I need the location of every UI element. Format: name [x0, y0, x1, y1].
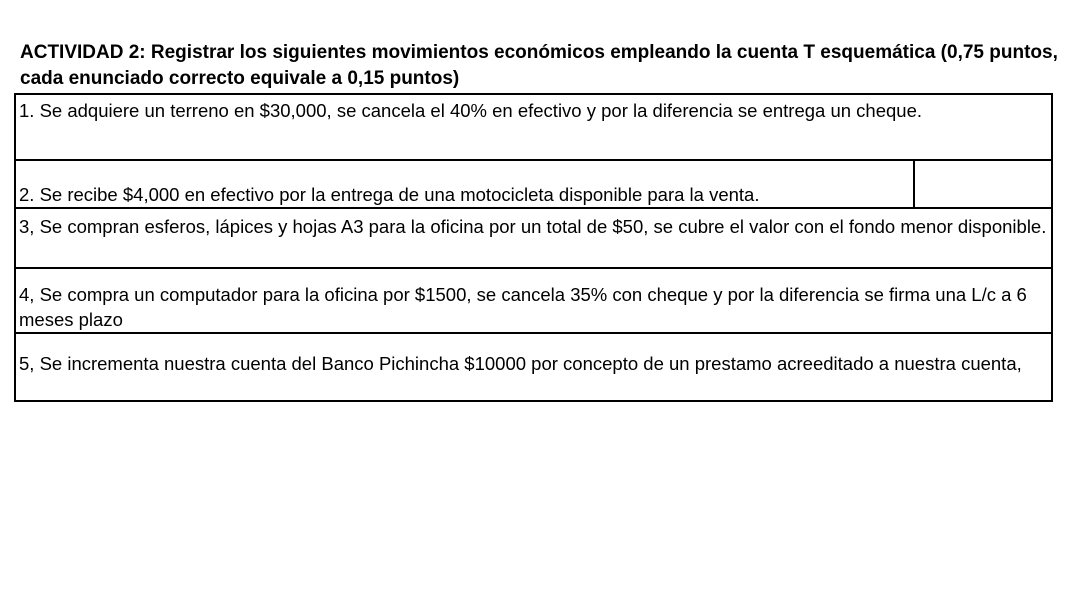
statements-table [14, 93, 1053, 402]
empty-cell [913, 161, 1051, 207]
statement-row: 1. Se adquiere un terreno en $30,000, se cancela el 40% en efectivo y por la diferencia se entrega un cheque. [16, 95, 1051, 161]
statement-row: 4, Se compra un computador para la oficina por $1500, se cancela 35% con cheque y por la diferencia se firma una L/c a 6 meses plazo [16, 269, 1051, 334]
statement-row: 3, Se compran esferos, lápices y hojas A3 para la oficina por un total de $50, se cubre el valor con el fondo menor disponible. [16, 209, 1051, 269]
statement-row [16, 161, 1051, 209]
statement-text: 2. Se recibe $4,000 en efectivo por la entrega de una motocicleta disponible para la venta. [19, 184, 760, 205]
statement-row: 5, Se incrementa nuestra cuenta del Banco Pichincha $10000 por concepto de un prestamo acreeditado a nuestra cuenta, [16, 334, 1051, 402]
activity-title: ACTIVIDAD 2: Registrar los siguientes movimientos económicos empleando la cuenta T esquemática (0,75 puntos, cada enunciado correcto equivale a 0,15 puntos) [20, 42, 1058, 89]
